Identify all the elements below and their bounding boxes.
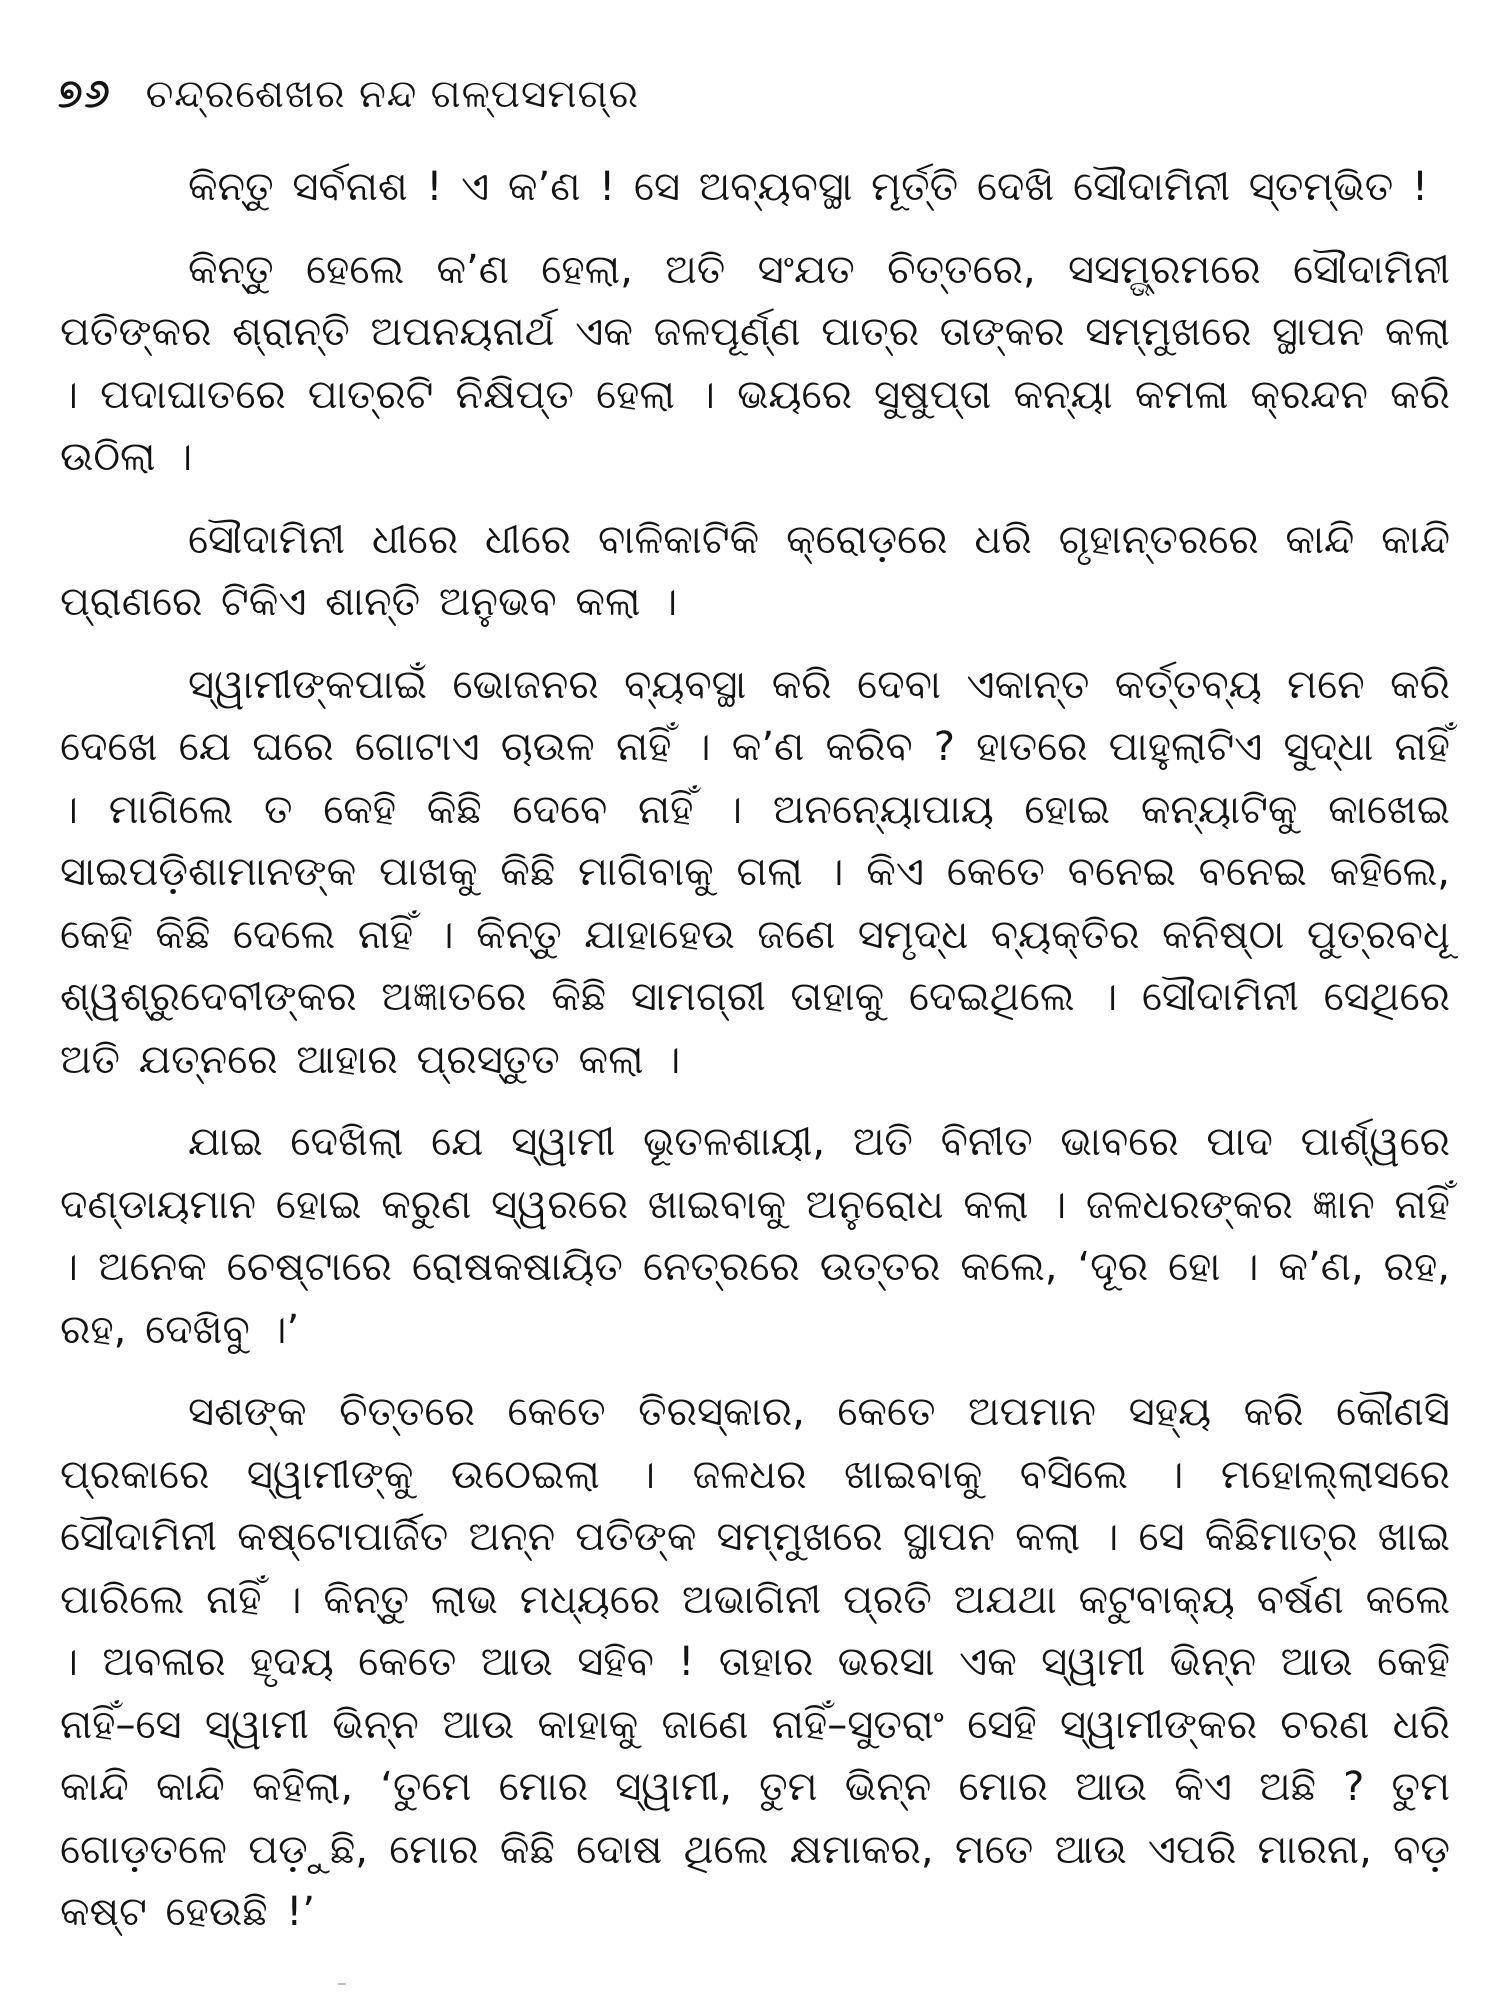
paragraph: ସ୍ୱାମୀଙ୍କପାଇଁ ଭୋଜନର ବ୍ୟବସ୍ଥା କରି ଦେବା ଏକାନ୍ତ କର୍ତ୍ତବ୍ୟ ମନେ କରି ଦେଖେ ଯେ ଘରେ ଗୋଟାଏ ଚାଉଳ ନାହିଁ । କ’ଣ କରିବ ? ହାତରେ ପାହୁଲାଟିଏ ସୁଦ୍ଧା ନାହିଁ । ମାଗିଲେ ତ କେହି କିଛି ଦେବେ ନାହିଁ । ଅନନ୍ୟୋପାୟ ହୋଇ କନ୍ୟାଟିକୁ କାଖେଇ ସାଇପଡ଼ିଶାମାନଙ୍କ ପାଖକୁ କିଛି ମାଗିବାକୁ ଗଲା । କିଏ କେତେ ବନେଇ ବନେଇ କହିଲେ, କେହି କିଛି ଦେଲେ ନାହିଁ । କିନ୍ତୁ ଯାହାହେଉ ଜଣେ ସମୃଦ୍ଧ ବ୍ୟକ୍ତିର କନିଷ୍ଠା ପୁତ୍ରବଧୂ ଶ୍ୱଶ୍ରୁଦେବୀଙ୍କର ଅଜ୍ଞାତରେ କିଛି ସାମଗ୍ରୀ ତାହାକୁ ଦେଇଥିଲେ । ସୌଦାମିନୀ ସେଥିରେ ଅତି ଯତ୍ନରେ ଆହାର ପ୍ରସ୍ତୁତ କଲା । <box>60 661 1450 1083</box>
paragraph: ଯାଇ ଦେଖିଲା ଯେ ସ୍ୱାମୀ ଭୂତଳଶାୟୀ, ଅତି ବିନୀତ ଭାବରେ ପାଦ ପାର୍ଶ୍ୱରେ ଦଣ୍ଡାୟମାନ ହୋଇ କରୁଣ ସ୍ୱରରେ ଖାଇବାକୁ ଅନୁରୋଧ କଲା । ଜଳଧରଙ୍କର ଜ୍ଞାନ ନାହିଁ । ଅନେକ ଚେଷ୍ଟାରେ ରୋଷକଷାୟିତ ନେତ୍ରରେ ଉତ୍ତର କଲେ, ‘ଦୂର ହୋ । କ’ଣ, ରହ, ରହ, ଦେଖିବୁ ।’ <box>60 1119 1450 1353</box>
paragraph: କିନ୍ତୁ ହେଲେ କ’ଣ ହେଲା, ଅତି ସଂଯତ ଚିତ୍ତରେ, ସସମ୍ଭ୍ରମରେ ସୌଦାମିନୀ ପତିଙ୍କର ଶ୍ରାନ୍ତି ଅପନୟନାର୍ଥ ଏକ ଜଳପୂର୍ଣ୍ଣ ପାତ୍ର ତାଙ୍କର ସମ୍ମୁଖରେ ସ୍ଥାପନ କଲା । ପଦାଘାତରେ ପାତ୍ରଟି ନିକ୍ଷିପ୍ତ ହେଲା । ଭୟରେ ସୁଷୁପ୍ତା କନ୍ୟା କମଳା କ୍ରନ୍ଦନ କରି ଉଠିଲା । <box>60 246 1450 480</box>
print-speck <box>338 1983 346 1985</box>
running-head <box>58 66 639 122</box>
book-title: ଚନ୍ଦ୍ରଶେଖର ନନ୍ଦ ଗଳ୍ପସମଗ୍ର <box>145 71 640 117</box>
paragraph: ସଶଙ୍କ ଚିତ୍ତରେ କେତେ ତିରସ୍କାର, କେତେ ଅପମାନ ସହ୍ୟ କରି କୌଣସି ପ୍ରକାରେ ସ୍ୱାମୀଙ୍କୁ ଉଠେଇଲା । ଜଳଧର ଖାଇବାକୁ ବସିଲେ । ମହୋଲ୍ଲାସରେ ସୌଦାମିନୀ କଷ୍ଟୋପାର୍ଜିତ ଅନ୍ନ ପତିଙ୍କ ସମ୍ମୁଖରେ ସ୍ଥାପନ କଲା । ସେ କିଛିମାତ୍ର ଖାଇ ପାରିଲେ ନାହିଁ । କିନ୍ତୁ ଲାଭ ମଧ୍ୟରେ ଅଭାଗିନୀ ପ୍ରତି ଅଯଥା କଟୁବାକ୍ୟ ବର୍ଷଣ କଲେ । ଅବଳାର ହୃଦୟ କେତେ ଆଉ ସହିବ ! ତାହାର ଭରସା ଏକ ସ୍ୱାମୀ ଭିନ୍ନ ଆଉ କେହି ନାହିଁ–ସେ ସ୍ୱାମୀ ଭିନ୍ନ ଆଉ କାହାକୁ ଜାଣେ ନାହିଁ–ସୁତରାଂ ସେହି ସ୍ୱାମୀଙ୍କର ଚରଣ ଧରି କାନ୍ଦି କାନ୍ଦି କହିଲା, ‘ତୁମେ ମୋର ସ୍ୱାମୀ, ତୁମ ଭିନ୍ନ ମୋର ଆଉ କିଏ ଅଛି ? ତୁମ ଗୋଡ଼ତଳେ ପଡ଼ୁଛି, ମୋର କିଛି ଦୋଷ ଥିଲେ କ୍ଷମାକର, ମତେ ଆଉ ଏପରି ମାରନା, ବଡ଼ କଷ୍ଟ ହେଉଛି !’ <box>60 1389 1450 1935</box>
paragraph: ସୌଦାମିନୀ ଧୀରେ ଧୀରେ ବାଳିକାଟିକି କ୍ରୋଡ଼ରେ ଧରି ଗୃହାନ୍ତରରେ କାନ୍ଦି କାନ୍ଦି ପ୍ରାଣରେ ଟିକିଏ ଶାନ୍ତି ଅନୁଭବ କଲା । <box>60 516 1450 625</box>
paragraph: କିନ୍ତୁ ସର୍ବନାଶ ! ଏ କ’ଣ ! ସେ ଅବ୍ୟବସ୍ଥା ମୂର୍ତ୍ତି ଦେଖି ସୌଦାମିନୀ ସ୍ତମ୍ଭିତ ! <box>188 164 1429 210</box>
story-text <box>60 156 1450 1944</box>
page-number: ୭୬ <box>58 71 112 117</box>
